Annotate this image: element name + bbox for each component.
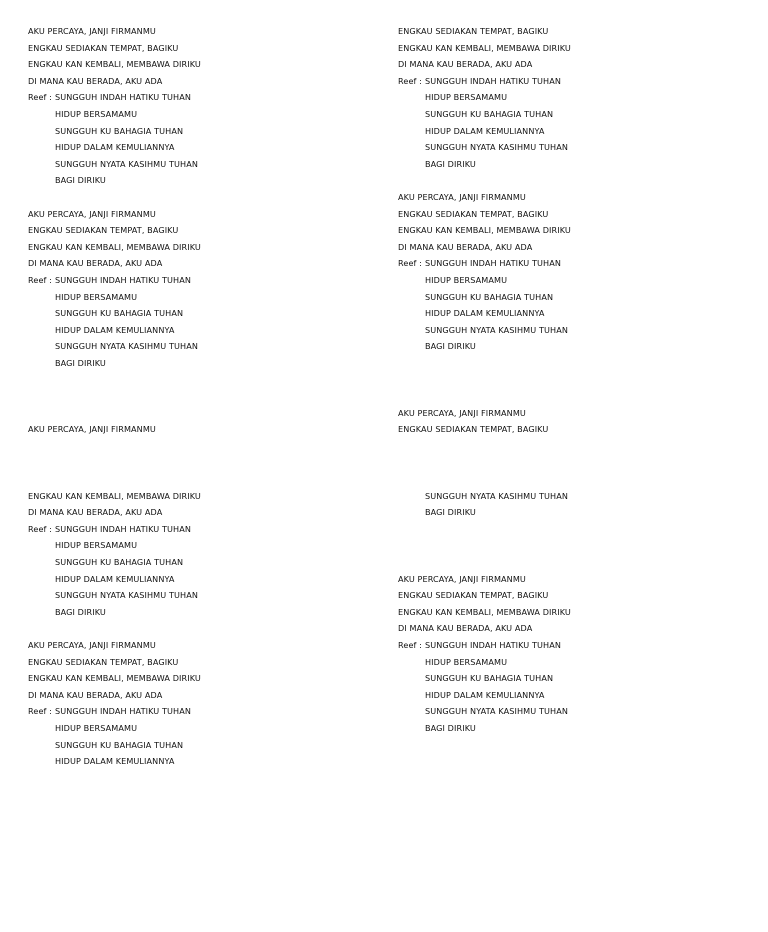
verse-line: ENGKAU KAN KEMBALI, MEMBAWA DIRIKU	[28, 673, 201, 684]
spacer	[398, 355, 738, 372]
right-column	[398, 23, 738, 737]
refrain-text: SUNGGUH INDAH HATIKU TUHAN	[55, 706, 192, 717]
verse-line: AKU PERCAYA, JANJI FIRMANMU	[398, 191, 526, 202]
refrain-line: SUNGGUH KU BAHAGIA TUHAN	[55, 125, 184, 136]
verse-line: ENGKAU KAN KEMBALI, MEMBAWA DIRIKU	[28, 59, 201, 70]
refrain-line: HIDUP DALAM KEMULIANNYA	[55, 573, 175, 584]
refrain-line: BAGI DIRIKU	[425, 722, 476, 733]
spacer	[28, 438, 368, 455]
refrain-line: HIDUP DALAM KEMULIANNYA	[55, 756, 175, 767]
refrain-line: SUNGGUH KU BAHAGIA TUHAN	[425, 291, 554, 302]
spacer	[398, 388, 738, 405]
refrain-line: SUNGGUH KU BAHAGIA TUHAN	[425, 673, 554, 684]
verse-line: ENGKAU SEDIAKAN TEMPAT, BAGIKU	[398, 590, 549, 601]
spacer	[398, 438, 738, 455]
refrain-label: Reef :	[398, 639, 422, 650]
verse-line: ENGKAU SEDIAKAN TEMPAT, BAGIKU	[398, 26, 549, 36]
refrain-text: SUNGGUH INDAH HATIKU TUHAN	[425, 75, 562, 86]
verse-line: DI MANA KAU BERADA, AKU ADA	[28, 75, 163, 86]
spacer	[398, 172, 738, 189]
spacer	[28, 620, 368, 637]
spacer	[28, 454, 368, 471]
verse-line: DI MANA KAU BERADA, AKU ADA	[28, 258, 163, 269]
verse-line: ENGKAU SEDIAKAN TEMPAT, BAGIKU	[28, 42, 179, 53]
verse-line: ENGKAU KAN KEMBALI, MEMBAWA DIRIKU	[398, 42, 571, 53]
refrain-line: HIDUP DALAM KEMULIANNYA	[425, 125, 545, 136]
refrain-line: BAGI DIRIKU	[55, 357, 106, 368]
verse-line: DI MANA KAU BERADA, AKU ADA	[398, 241, 533, 252]
refrain-line: HIDUP BERSAMAMU	[425, 656, 508, 667]
refrain-line: SUNGGUH NYATA KASIHMU TUHAN	[55, 590, 198, 601]
refrain-line	[28, 521, 368, 538]
verse-line: ENGKAU SEDIAKAN TEMPAT, BAGIKU	[398, 208, 549, 219]
refrain-line: BAGI DIRIKU	[425, 158, 476, 169]
refrain-line: SUNGGUH KU BAHAGIA TUHAN	[55, 308, 184, 319]
verse-line: ENGKAU KAN KEMBALI, MEMBAWA DIRIKU	[28, 490, 201, 501]
refrain-line: SUNGGUH NYATA KASIHMU TUHAN	[425, 490, 568, 501]
verse-line: ENGKAU KAN KEMBALI, MEMBAWA DIRIKU	[28, 241, 201, 252]
verse-line: AKU PERCAYA, JANJI FIRMANMU	[28, 424, 156, 435]
refrain-line: SUNGGUH KU BAHAGIA TUHAN	[55, 739, 184, 750]
verse-line: ENGKAU SEDIAKAN TEMPAT, BAGIKU	[28, 656, 179, 667]
refrain-line: HIDUP BERSAMAMU	[425, 92, 508, 103]
refrain-text: SUNGGUH INDAH HATIKU TUHAN	[425, 639, 562, 650]
refrain-line: HIDUP DALAM KEMULIANNYA	[425, 689, 545, 700]
refrain-line: BAGI DIRIKU	[425, 507, 476, 518]
verse-line: DI MANA KAU BERADA, AKU ADA	[398, 59, 533, 70]
refrain-line: HIDUP BERSAMAMU	[425, 274, 508, 285]
verse-line: AKU PERCAYA, JANJI FIRMANMU	[398, 407, 526, 418]
refrain-line: BAGI DIRIKU	[55, 606, 106, 617]
verse-line: DI MANA KAU BERADA, AKU ADA	[28, 507, 163, 518]
refrain-text: SUNGGUH INDAH HATIKU TUHAN	[55, 274, 192, 285]
refrain-line	[28, 272, 368, 289]
refrain-line: SUNGGUH KU BAHAGIA TUHAN	[425, 108, 554, 119]
verse-line: DI MANA KAU BERADA, AKU ADA	[28, 689, 163, 700]
refrain-line: HIDUP BERSAMAMU	[55, 540, 138, 551]
verse-line: ENGKAU KAN KEMBALI, MEMBAWA DIRIKU	[398, 606, 571, 617]
verse-line: DI MANA KAU BERADA, AKU ADA	[398, 623, 533, 634]
spacer	[28, 388, 368, 405]
refrain-line: BAGI DIRIKU	[55, 175, 106, 186]
refrain-line	[28, 703, 368, 720]
refrain-label: Reef :	[28, 523, 52, 534]
refrain-line: HIDUP DALAM KEMULIANNYA	[55, 142, 175, 153]
refrain-line: SUNGGUH NYATA KASIHMU TUHAN	[55, 341, 198, 352]
refrain-line: SUNGGUH NYATA KASIHMU TUHAN	[425, 706, 568, 717]
refrain-label: Reef :	[28, 274, 52, 285]
refrain-line: HIDUP DALAM KEMULIANNYA	[425, 308, 545, 319]
spacer	[28, 189, 368, 206]
verse-line: ENGKAU KAN KEMBALI, MEMBAWA DIRIKU	[398, 225, 571, 236]
spacer	[398, 454, 738, 471]
refrain-label: Reef :	[28, 92, 52, 103]
refrain-line: HIDUP BERSAMAMU	[55, 108, 138, 119]
refrain-line	[398, 73, 738, 90]
spacer	[28, 371, 368, 388]
refrain-line: BAGI DIRIKU	[425, 341, 476, 352]
refrain-line	[398, 255, 738, 272]
verse-line: ENGKAU SEDIAKAN TEMPAT, BAGIKU	[398, 424, 549, 435]
refrain-text: SUNGGUH INDAH HATIKU TUHAN	[55, 523, 192, 534]
refrain-text: SUNGGUH INDAH HATIKU TUHAN	[425, 258, 562, 269]
verse-line: AKU PERCAYA, JANJI FIRMANMU	[398, 573, 526, 584]
refrain-line: HIDUP BERSAMAMU	[55, 722, 138, 733]
refrain-label: Reef :	[28, 706, 52, 717]
refrain-line	[398, 637, 738, 654]
refrain-label: Reef :	[398, 258, 422, 269]
verse-line: AKU PERCAYA, JANJI FIRMANMU	[28, 208, 156, 219]
verse-line: ENGKAU SEDIAKAN TEMPAT, BAGIKU	[28, 225, 179, 236]
spacer	[398, 471, 738, 488]
refrain-line: SUNGGUH NYATA KASIHMU TUHAN	[425, 324, 568, 335]
refrain-label: Reef :	[398, 75, 422, 86]
refrain-line: HIDUP BERSAMAMU	[55, 291, 138, 302]
refrain-text: SUNGGUH INDAH HATIKU TUHAN	[55, 92, 192, 103]
left-column	[28, 23, 368, 770]
refrain-line: SUNGGUH KU BAHAGIA TUHAN	[55, 557, 184, 567]
refrain-line: HIDUP DALAM KEMULIANNYA	[55, 324, 175, 335]
spacer	[398, 537, 738, 554]
verse-line: AKU PERCAYA, JANJI FIRMANMU	[28, 639, 156, 650]
spacer	[398, 521, 738, 538]
spacer	[398, 371, 738, 388]
spacer	[28, 405, 368, 422]
spacer	[398, 554, 738, 571]
refrain-line: SUNGGUH NYATA KASIHMU TUHAN	[425, 142, 568, 153]
verse-line: AKU PERCAYA, JANJI FIRMANMU	[28, 26, 156, 36]
refrain-line: SUNGGUH NYATA KASIHMU TUHAN	[55, 158, 198, 169]
spacer	[28, 471, 368, 488]
refrain-line	[28, 89, 368, 106]
